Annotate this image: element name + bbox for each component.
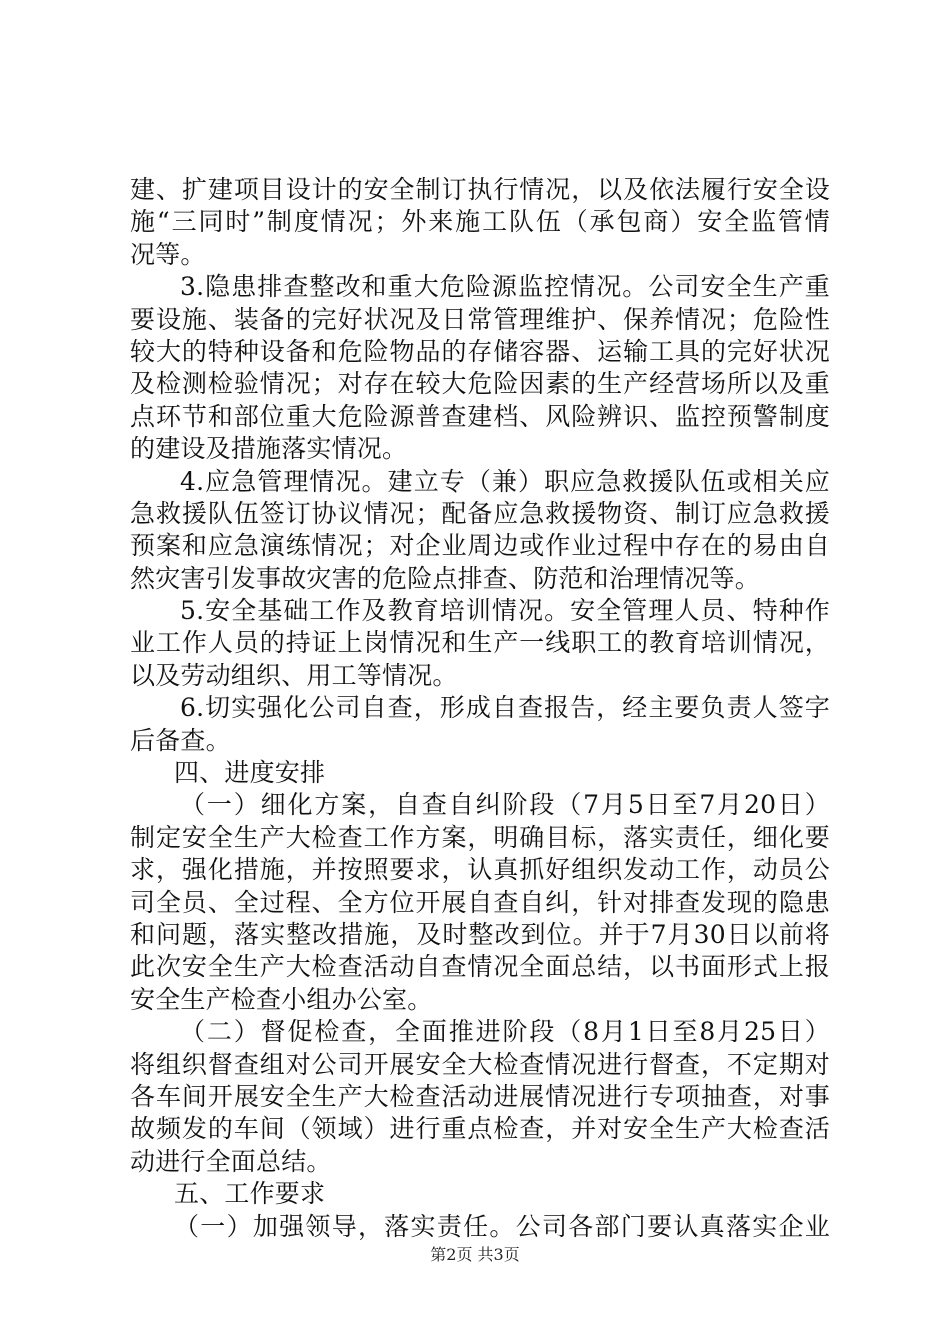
paragraph-line: 故频发的车间（领域）进行重点检查，并对安全生产大检查活 — [130, 1114, 830, 1144]
paragraph-line: 5.安全基础工作及教育培训情况。安全管理人员、特种作 — [180, 596, 830, 626]
paragraph-line: 后备查。 — [130, 725, 231, 755]
paragraph-line: 动进行全面总结。 — [130, 1146, 332, 1176]
page-number: 第2页 共3页 — [430, 1245, 520, 1264]
section-heading: 四、进度安排 — [174, 758, 326, 788]
paragraph-line: 4.应急管理情况。建立专（兼）职应急救援队伍或相关应 — [180, 466, 830, 496]
subsection-heading: （二）督促检查，全面推进阶段（8月1日至8月25日） — [180, 1017, 830, 1047]
paragraph-line: 6.切实强化公司自查，形成自查报告，经主要负责人签字 — [180, 693, 830, 723]
section-heading: 五、工作要求 — [174, 1179, 326, 1209]
paragraph-line: 急救援队伍签订协议情况；配备应急救援物资、制订应急救援 — [130, 498, 830, 528]
paragraph-line: 司全员、全过程、全方位开展自查自纠，针对排查发现的隐患 — [130, 887, 830, 917]
paragraph-line: 和问题，落实整改措施，及时整改到位。并于7月30日以前将 — [130, 919, 830, 949]
paragraph-line: 然灾害引发事故灾害的危险点排查、防范和治理情况等。 — [130, 563, 761, 593]
paragraph-line: 安全生产检查小组办公室。 — [130, 984, 433, 1014]
paragraph-line: 业工作人员的持证上岗情况和生产一线职工的教育培训情况， — [130, 628, 830, 658]
paragraph-line: 求，强化措施，并按照要求，认真抓好组织发动工作，动员公 — [130, 855, 830, 885]
paragraph-line: 况等。 — [130, 239, 206, 269]
document-body — [130, 174, 830, 1243]
subsection-heading: （一）加强领导，落实责任。公司各部门要认真落实企业 — [174, 1211, 830, 1241]
paragraph-line: 以及劳动组织、用工等情况。 — [130, 660, 458, 690]
paragraph-line: 要设施、装备的完好状况及日常管理维护、保养情况；危险性 — [130, 304, 830, 334]
paragraph-line: 此次安全生产大检查活动自查情况全面总结，以书面形式上报 — [130, 952, 830, 982]
paragraph-line: 的建设及措施落实情况。 — [130, 434, 408, 464]
paragraph-line: 制定安全生产大检查工作方案，明确目标，落实责任，细化要 — [130, 822, 830, 852]
paragraph-line: 预案和应急演练情况；对企业周边或作业过程中存在的易由自 — [130, 531, 830, 561]
paragraph-line: 施“三同时”制度情况；外来施工队伍（承包商）安全监管情 — [130, 207, 830, 237]
paragraph-line: 及检测检验情况；对存在较大危险因素的生产经营场所以及重 — [130, 369, 830, 399]
paragraph-line: 将组织督查组对公司开展安全大检查情况进行督查，不定期对 — [130, 1049, 830, 1079]
paragraph-line: 3.隐患排查整改和重大危险源监控情况。公司安全生产重 — [180, 272, 830, 302]
paragraph-line: 点环节和部位重大危险源普查建档、风险辨识、监控预警制度 — [130, 401, 830, 431]
paragraph-line: 各车间开展安全生产大检查活动进展情况进行专项抽查，对事 — [130, 1081, 830, 1111]
paragraph-line: 较大的特种设备和危险物品的存储容器、运输工具的完好状况 — [130, 336, 830, 366]
paragraph-line: 建、扩建项目设计的安全制订执行情况，以及依法履行安全设 — [130, 175, 830, 204]
subsection-heading: （一）细化方案，自查自纠阶段（7月5日至7月20日） — [180, 790, 830, 820]
